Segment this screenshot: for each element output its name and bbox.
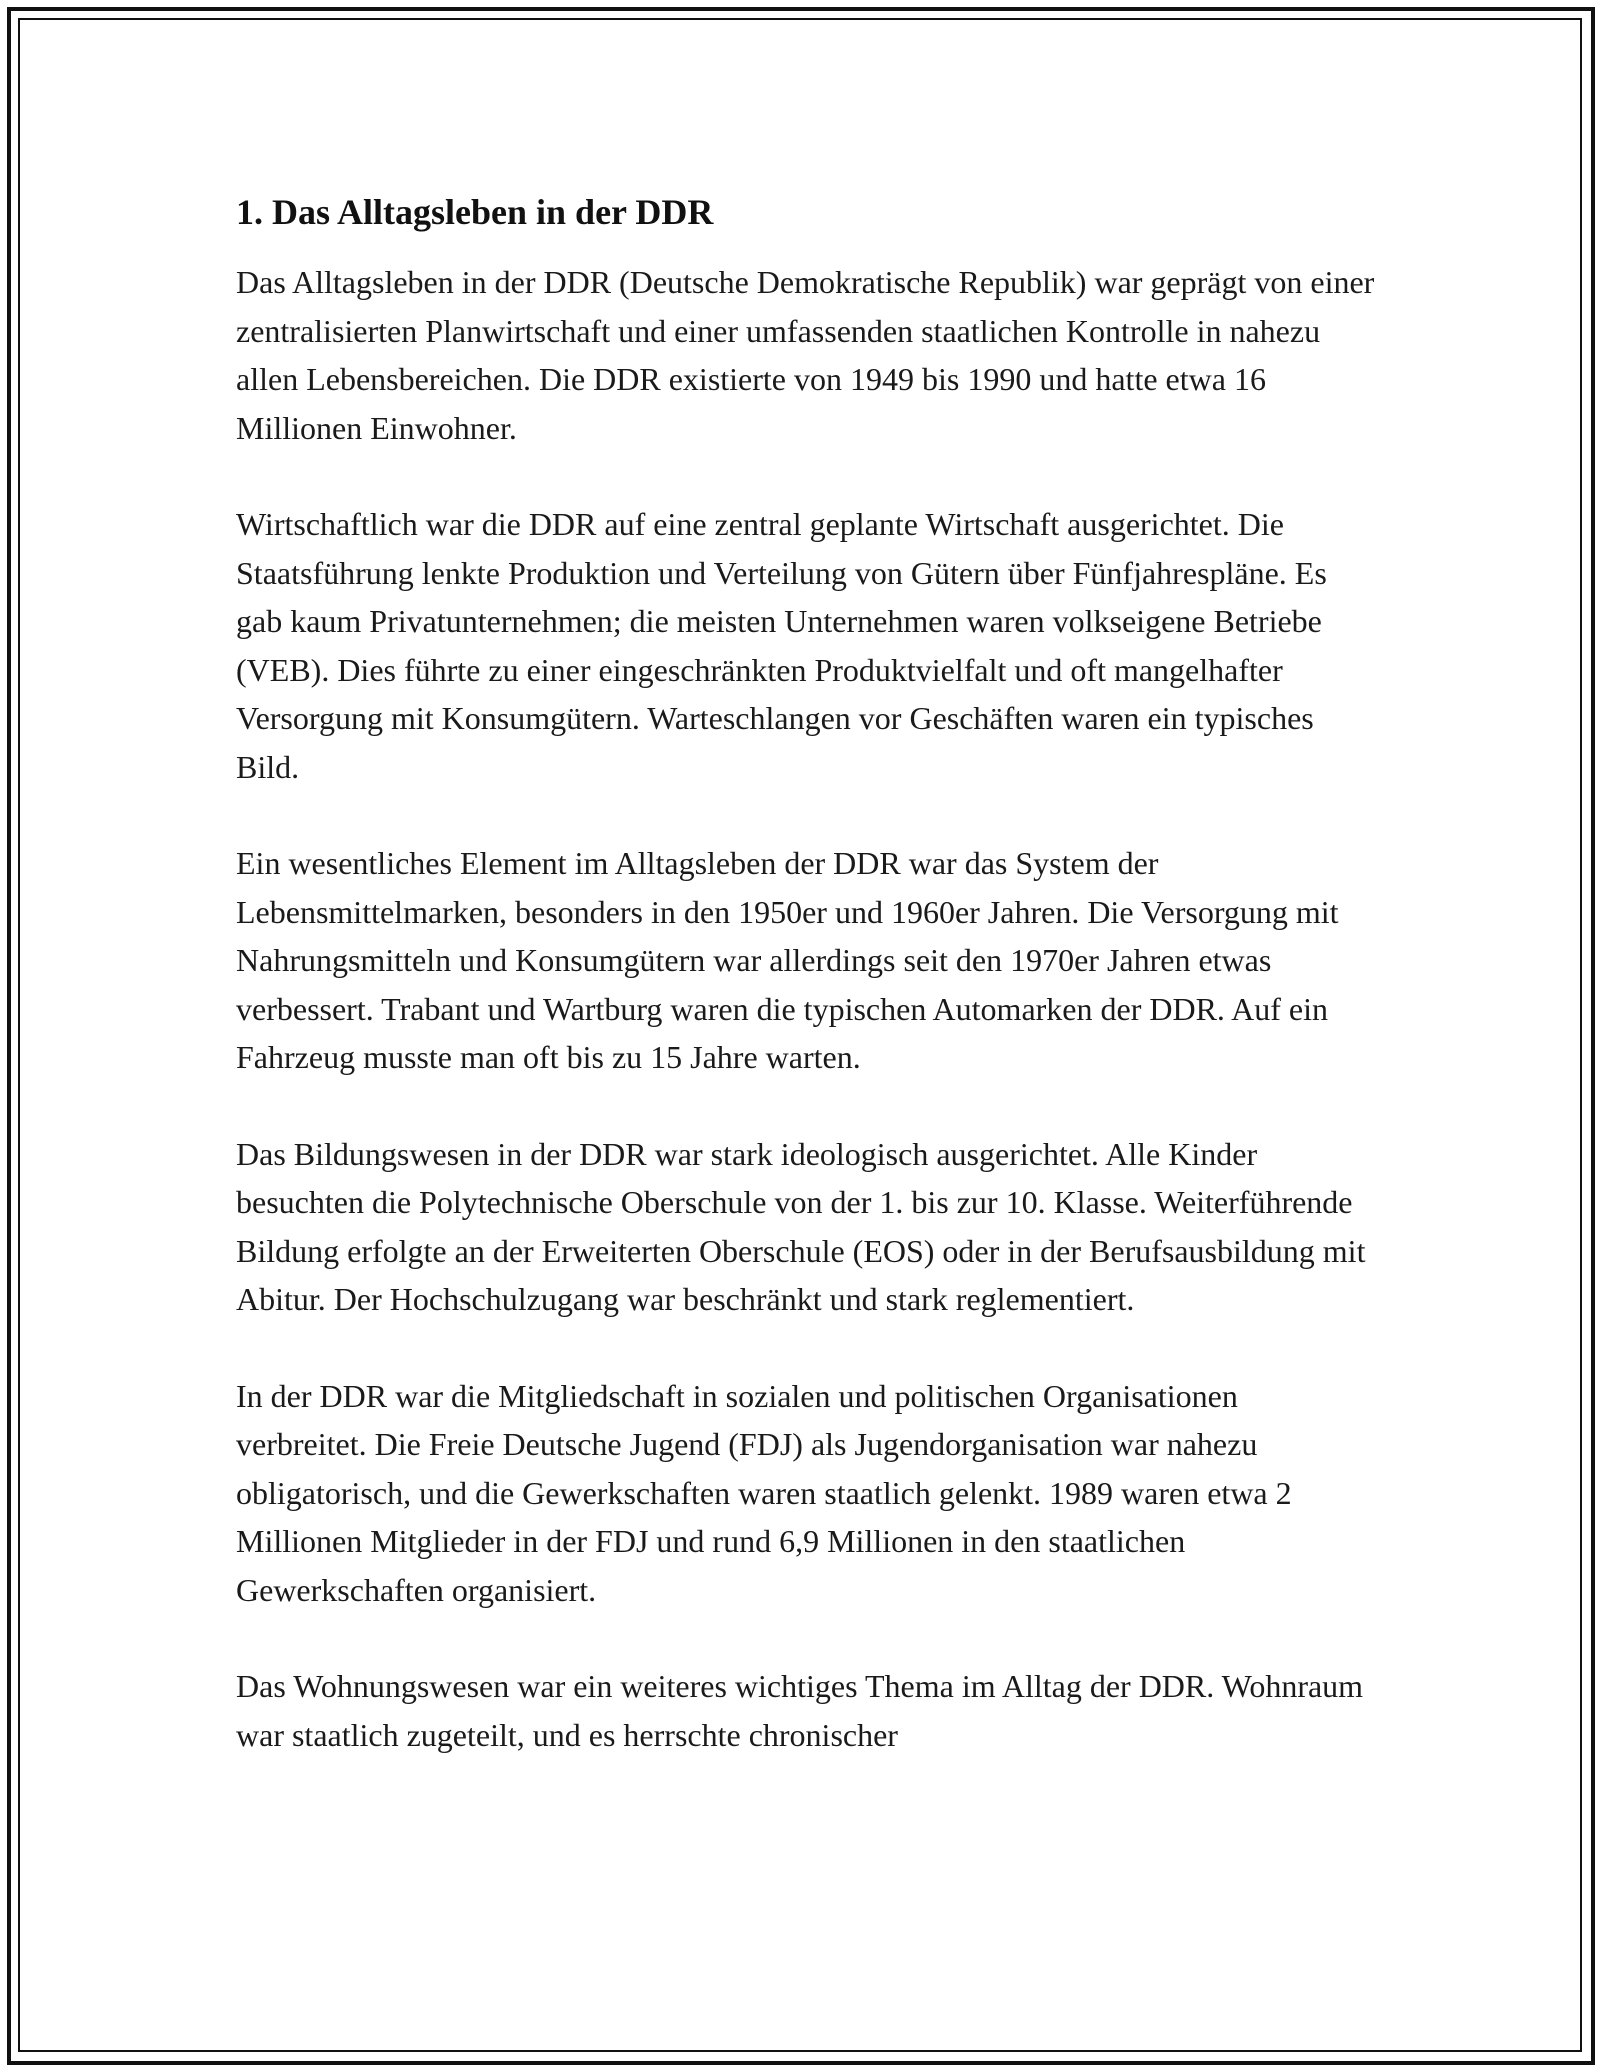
section-heading: 1. Das Alltagsleben in der DDR: [236, 192, 714, 232]
document-body: [236, 186, 1376, 1807]
paragraph-supply: Ein wesentliches Element im Alltagsleben der DDR war das System der Lebensmittelmarken, besonders in den 1950er und 1960er Jahren. Die Versorgung mit Nahrungsmitteln und Konsumgütern war allerdings seit den 1970er Jahren etwas verbessert. Trabant und Wartburg waren die typischen Automarken der DDR. Auf ein Fahrzeug musste man oft bis zu 15 Jahre warten.: [236, 845, 1339, 1075]
paragraph-economy: Wirtschaftlich war die DDR auf eine zentral geplante Wirtschaft ausgerichtet. Die Staatsführung lenkte Produktion und Verteilung von Gütern über Fünfjahrespläne. Es gab kaum Privatunternehmen; die meisten Unternehmen waren volkseigene Betriebe (VEB). Dies führte zu einer eingeschränkten Produktvielfalt und oft mangelhafter Versorgung mit Konsumgütern. Warteschlangen vor Geschäften waren ein typisches Bild.: [236, 506, 1327, 785]
paragraph-housing: Das Wohnungswesen war ein weiteres wichtiges Thema im Alltag der DDR. Wohnraum war staatlich zugeteilt, und es herrschte chronischer: [236, 1668, 1364, 1753]
paragraph-intro: Das Alltagsleben in der DDR (Deutsche Demokratische Republik) war geprägt von einer zentralisierten Planwirtschaft und einer umfassenden staatlichen Kontrolle in nahezu allen Lebensbereichen. Die DDR existierte von 1949 bis 1990 und hatte etwa 16 Millionen Einwohner.: [236, 264, 1375, 446]
paragraph-education: Das Bildungswesen in der DDR war stark ideologisch ausgerichtet. Alle Kinder besuchten die Polytechnische Oberschule von der 1. bis zur 10. Klasse. Weiterführende Bildung erfolgte an der Erweiterten Oberschule (EOS) oder in der Berufsausbildung mit Abitur. Der Hochschulzugang war beschränkt und stark reglementiert.: [236, 1135, 1366, 1317]
paragraph-organisations: In der DDR war die Mitgliedschaft in sozialen und politischen Organisationen verbreitet. Die Freie Deutsche Jugend (FDJ) als Jugendorganisation war nahezu obligatorisch, und die Gewerkschaften waren staatlich gelenkt. 1989 waren etwa 2 Millionen Mitglieder in der FDJ und rund 6,9 Millionen in den staatlichen Gewerkschaften organisiert.: [236, 1377, 1292, 1608]
